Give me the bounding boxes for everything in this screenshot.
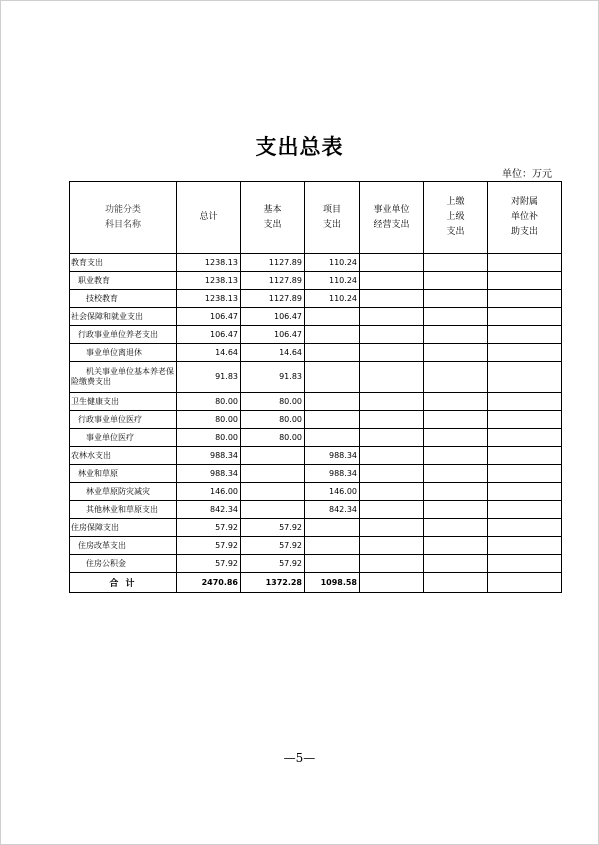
- header-business-line2: 经营支出: [373, 219, 410, 230]
- page-number: —5—: [283, 751, 316, 765]
- table-row: [70, 429, 562, 447]
- table-row: [70, 326, 562, 344]
- row-upper: [424, 272, 488, 290]
- row-project: [305, 555, 360, 573]
- table-row: [70, 501, 562, 519]
- header-business: [360, 182, 424, 254]
- row-affiliate: [488, 519, 562, 537]
- row-basic: 80.00: [241, 411, 305, 429]
- totals-total: 2470.86: [177, 573, 241, 593]
- row-business: [360, 308, 424, 326]
- row-upper: [424, 362, 488, 393]
- row-business: [360, 501, 424, 519]
- row-business: [360, 483, 424, 501]
- row-business: [360, 519, 424, 537]
- totals-business: [360, 573, 424, 593]
- header-affiliate-line1: 对附属: [510, 197, 538, 207]
- row-name: 住房保障支出: [70, 519, 177, 537]
- row-basic: 91.83: [241, 362, 305, 393]
- row-total: 146.00: [177, 483, 241, 501]
- row-total: 91.83: [177, 362, 241, 393]
- row-business: [360, 429, 424, 447]
- row-business: [360, 362, 424, 393]
- row-total: 988.34: [177, 465, 241, 483]
- row-total: 80.00: [177, 429, 241, 447]
- row-basic: 80.00: [241, 429, 305, 447]
- row-affiliate: [488, 411, 562, 429]
- row-basic: 57.92: [241, 555, 305, 573]
- row-project: [305, 537, 360, 555]
- row-name: 卫生健康支出: [70, 393, 177, 411]
- row-business: [360, 465, 424, 483]
- table-row: [70, 308, 562, 326]
- row-basic: 80.00: [241, 393, 305, 411]
- table-row: [70, 519, 562, 537]
- header-total: 总计: [177, 182, 241, 254]
- row-basic: [241, 447, 305, 465]
- row-business: [360, 537, 424, 555]
- row-basic: 1127.89: [241, 272, 305, 290]
- row-name: 林业和草原: [70, 465, 177, 483]
- row-project: [305, 344, 360, 362]
- totals-affiliate: [488, 573, 562, 593]
- row-total: 106.47: [177, 326, 241, 344]
- row-total: 842.34: [177, 501, 241, 519]
- table-row: [70, 254, 562, 272]
- row-total: 80.00: [177, 411, 241, 429]
- row-project: 110.24: [305, 272, 360, 290]
- table-row: [70, 411, 562, 429]
- header-affiliate-line3: 助支出: [510, 227, 538, 237]
- row-name-line1: 机关事业单位基本养老保: [86, 367, 174, 376]
- row-upper: [424, 308, 488, 326]
- row-basic: 1127.89: [241, 290, 305, 308]
- header-project: [305, 182, 360, 254]
- row-project: 988.34: [305, 465, 360, 483]
- row-total: 1238.13: [177, 272, 241, 290]
- page-title: 支出总表: [255, 135, 344, 159]
- row-name: 事业单位离退休: [70, 344, 177, 362]
- header-upper-line1: 上缴: [446, 197, 465, 207]
- row-affiliate: [488, 537, 562, 555]
- row-name: 行政事业单位医疗: [70, 411, 177, 429]
- totals-upper: [424, 573, 488, 593]
- row-total: 1238.13: [177, 254, 241, 272]
- row-project: 842.34: [305, 501, 360, 519]
- row-project: 110.24: [305, 290, 360, 308]
- row-basic: [241, 465, 305, 483]
- unit-label: 单位：万元: [502, 169, 552, 180]
- row-basic: [241, 483, 305, 501]
- header-business-line1: 事业单位: [373, 204, 410, 215]
- row-upper: [424, 483, 488, 501]
- row-upper: [424, 519, 488, 537]
- row-affiliate: [488, 362, 562, 393]
- row-total: 1238.13: [177, 290, 241, 308]
- row-total: 988.34: [177, 447, 241, 465]
- table-row: [70, 290, 562, 308]
- row-basic: 14.64: [241, 344, 305, 362]
- header-category: [70, 182, 177, 254]
- row-upper: [424, 429, 488, 447]
- row-business: [360, 326, 424, 344]
- table-row: [70, 555, 562, 573]
- row-affiliate: [488, 344, 562, 362]
- row-upper: [424, 447, 488, 465]
- row-project: [305, 326, 360, 344]
- header-project-line1: 项目: [322, 204, 341, 215]
- row-name: 农林水支出: [70, 447, 177, 465]
- table-row: [70, 272, 562, 290]
- header-project-line2: 支出: [322, 219, 341, 230]
- row-upper: [424, 254, 488, 272]
- row-name: 职业教育: [70, 272, 177, 290]
- header-category-line2: 科目名称: [104, 219, 141, 230]
- row-business: [360, 393, 424, 411]
- row-business: [360, 411, 424, 429]
- header-category-line1: 功能分类: [104, 204, 141, 215]
- row-affiliate: [488, 254, 562, 272]
- row-business: [360, 254, 424, 272]
- table-row: [70, 483, 562, 501]
- row-name: 其他林业和草原支出: [70, 501, 177, 519]
- row-name: 住房公积金: [70, 555, 177, 573]
- row-affiliate: [488, 501, 562, 519]
- row-basic: 57.92: [241, 519, 305, 537]
- row-upper: [424, 344, 488, 362]
- row-business: [360, 447, 424, 465]
- row-name: 教育支出: [70, 254, 177, 272]
- row-project: [305, 411, 360, 429]
- row-basic: 106.47: [241, 308, 305, 326]
- row-total: 57.92: [177, 555, 241, 573]
- totals-basic: 1372.28: [241, 573, 305, 593]
- header-basic: [241, 182, 305, 254]
- row-name: 技校教育: [70, 290, 177, 308]
- row-upper: [424, 501, 488, 519]
- row-affiliate: [488, 465, 562, 483]
- totals-label: 合 计: [70, 573, 177, 593]
- row-basic: 57.92: [241, 537, 305, 555]
- row-upper: [424, 537, 488, 555]
- row-name: 社会保障和就业支出: [70, 308, 177, 326]
- totals-row: [70, 573, 562, 593]
- header-affiliate-line2: 单位补: [510, 212, 538, 222]
- header-upper: [424, 182, 488, 254]
- row-affiliate: [488, 290, 562, 308]
- row-project: [305, 362, 360, 393]
- table-row: [70, 362, 562, 393]
- table-row: [70, 393, 562, 411]
- table-row: [70, 447, 562, 465]
- row-affiliate: [488, 429, 562, 447]
- row-affiliate: [488, 483, 562, 501]
- header-basic-line1: 基本: [263, 204, 282, 215]
- row-basic: 106.47: [241, 326, 305, 344]
- row-affiliate: [488, 272, 562, 290]
- row-total: 57.92: [177, 519, 241, 537]
- expenditure-table: [69, 181, 562, 593]
- row-total: 80.00: [177, 393, 241, 411]
- row-name: [70, 362, 177, 393]
- row-affiliate: [488, 393, 562, 411]
- table-row: [70, 537, 562, 555]
- row-project: [305, 393, 360, 411]
- row-name: 行政事业单位养老支出: [70, 326, 177, 344]
- row-project: [305, 519, 360, 537]
- row-project: [305, 308, 360, 326]
- row-basic: 1127.89: [241, 254, 305, 272]
- row-upper: [424, 555, 488, 573]
- row-project: 988.34: [305, 447, 360, 465]
- row-affiliate: [488, 308, 562, 326]
- row-basic: [241, 501, 305, 519]
- row-name: 住房改革支出: [70, 537, 177, 555]
- row-total: 57.92: [177, 537, 241, 555]
- table-row: [70, 344, 562, 362]
- row-affiliate: [488, 555, 562, 573]
- row-affiliate: [488, 326, 562, 344]
- row-upper: [424, 411, 488, 429]
- header-basic-line2: 支出: [263, 219, 282, 230]
- row-name: 林业草原防灾减灾: [70, 483, 177, 501]
- row-name-line2: 险缴费支出: [71, 377, 111, 386]
- row-total: 14.64: [177, 344, 241, 362]
- row-project: [305, 429, 360, 447]
- row-business: [360, 272, 424, 290]
- header-upper-line2: 上级: [446, 212, 465, 222]
- table-row: [70, 465, 562, 483]
- table-header-row: [70, 182, 562, 254]
- row-business: [360, 290, 424, 308]
- row-name: 事业单位医疗: [70, 429, 177, 447]
- row-affiliate: [488, 447, 562, 465]
- row-project: 110.24: [305, 254, 360, 272]
- row-project: 146.00: [305, 483, 360, 501]
- row-upper: [424, 326, 488, 344]
- row-upper: [424, 465, 488, 483]
- row-upper: [424, 290, 488, 308]
- row-upper: [424, 393, 488, 411]
- header-upper-line3: 支出: [446, 227, 465, 237]
- totals-project: 1098.58: [305, 573, 360, 593]
- header-affiliate: [488, 182, 562, 254]
- row-business: [360, 555, 424, 573]
- row-total: 106.47: [177, 308, 241, 326]
- row-business: [360, 344, 424, 362]
